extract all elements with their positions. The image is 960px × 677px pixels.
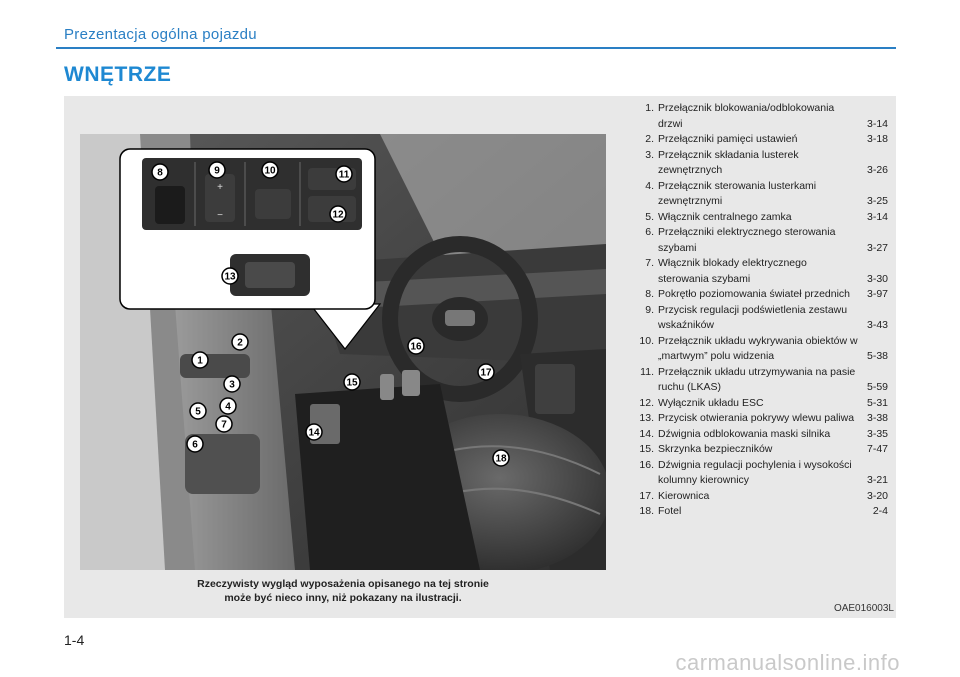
callout-label: 3 bbox=[229, 379, 235, 391]
legend-text: Fotel bbox=[658, 505, 682, 517]
legend-item bbox=[636, 504, 888, 520]
legend-item bbox=[636, 442, 888, 458]
callout-label: 14 bbox=[308, 427, 320, 439]
callout-label: 17 bbox=[480, 367, 492, 379]
legend-page-ref: 3-35 bbox=[866, 427, 888, 440]
callout-label: 10 bbox=[264, 165, 276, 177]
legend-item bbox=[636, 303, 888, 334]
callout-marker bbox=[209, 162, 225, 178]
callout-marker bbox=[478, 364, 494, 380]
legend-text: Przełączniki pamięci ustawień bbox=[658, 133, 798, 145]
legend-number: 8. bbox=[645, 288, 654, 300]
legend-number: 17. bbox=[639, 489, 654, 502]
legend-page-ref: 3-43 bbox=[866, 319, 888, 331]
legend-text: Przełącznik układu utrzymywania na pasie ruchu (LKAS) bbox=[658, 365, 856, 393]
legend-page-ref: 3-14 bbox=[866, 210, 888, 223]
legend-number: 2. bbox=[645, 133, 654, 145]
callout-marker bbox=[330, 206, 346, 222]
callout-marker bbox=[224, 376, 240, 392]
watermark: carmanualsonline.info bbox=[675, 650, 900, 675]
callout-label: 7 bbox=[221, 419, 227, 431]
legend-text: Przycisk regulacji podświetlenia zestawu wskaźników bbox=[658, 303, 848, 331]
legend-number: 1. bbox=[645, 102, 654, 114]
legend-text: Kierownica bbox=[658, 489, 710, 502]
component-legend bbox=[636, 101, 888, 520]
legend-text: Wyłącznik układu ESC bbox=[658, 396, 764, 409]
callout-marker bbox=[190, 403, 206, 419]
legend-item bbox=[636, 101, 888, 132]
callout-marker bbox=[408, 338, 424, 354]
legend-text: Włącznik blokady elektrycznego sterowania szybami bbox=[658, 257, 807, 285]
legend-number: 13. bbox=[639, 412, 654, 424]
legend-text: Przełączniki elektrycznego sterowania szybami bbox=[658, 226, 836, 254]
callout-label: 5 bbox=[195, 406, 201, 418]
callout-label: 9 bbox=[214, 165, 220, 177]
legend-number: 12. bbox=[639, 396, 654, 409]
interior-illustration bbox=[80, 134, 606, 570]
legend-text: Włącznik centralnego zamka bbox=[658, 210, 792, 223]
legend-page-ref: 3-25 bbox=[866, 195, 888, 207]
legend-item bbox=[636, 225, 888, 256]
legend-text: Przełącznik blokowania/odblokowania drzwi bbox=[658, 102, 835, 130]
legend-item bbox=[636, 148, 888, 179]
figure-caption bbox=[80, 577, 606, 605]
legend-page-ref: 2-4 bbox=[872, 505, 888, 517]
callout-label: 6 bbox=[192, 439, 198, 451]
figure-code: OAE016003L bbox=[833, 603, 894, 614]
legend-item bbox=[636, 458, 888, 489]
legend-page-ref: 3-14 bbox=[866, 117, 888, 130]
legend-page-ref: 3-21 bbox=[866, 474, 888, 486]
callout-label: 12 bbox=[332, 209, 344, 221]
legend-page-ref: 5-59 bbox=[866, 381, 888, 393]
callout-marker bbox=[493, 450, 509, 466]
callout-marker bbox=[216, 416, 232, 432]
section-title: Prezentacja ogólna pojazdu bbox=[64, 26, 257, 43]
callout-label: 1 bbox=[197, 355, 203, 367]
legend-item bbox=[636, 334, 888, 365]
legend-item bbox=[636, 489, 888, 505]
legend-item bbox=[636, 210, 888, 226]
legend-item bbox=[636, 365, 888, 396]
caption-line: Rzeczywisty wygląd wyposażenia opisanego na tej stronie bbox=[197, 578, 489, 590]
callout-marker bbox=[262, 162, 278, 178]
legend-text: Przełącznik sterowania lusterkami zewnętrznymi bbox=[658, 179, 817, 207]
legend-number: 7. bbox=[645, 257, 654, 269]
legend-number: 6. bbox=[645, 226, 654, 238]
callout-label: 18 bbox=[495, 453, 507, 465]
legend-item bbox=[636, 132, 888, 148]
svg-text:−: − bbox=[217, 210, 223, 221]
legend-number: 4. bbox=[645, 179, 654, 192]
legend-text: Przełącznik układu wykrywania obiektów w „martwym” polu widzenia bbox=[658, 334, 858, 362]
svg-text:+: + bbox=[217, 182, 223, 193]
legend-number: 11. bbox=[640, 365, 654, 378]
legend-page-ref: 3-38 bbox=[866, 412, 888, 424]
legend-text: Dźwignia regulacji pochylenia i wysokości kolumny kierownicy bbox=[658, 458, 852, 486]
caption-line: może być nieco inny, niż pokazany na ilustracji. bbox=[224, 592, 462, 604]
legend-text: Przycisk otwierania pokrywy wlewu paliwa bbox=[658, 412, 855, 424]
callout-marker bbox=[192, 352, 208, 368]
legend-text: Dźwignia odblokowania maski silnika bbox=[658, 427, 831, 440]
legend-item bbox=[636, 427, 888, 443]
callout-marker bbox=[220, 398, 236, 414]
callout-marker bbox=[187, 436, 203, 452]
callout-label: 2 bbox=[237, 337, 243, 349]
callout-marker bbox=[152, 164, 168, 180]
legend-page-ref: 3-27 bbox=[866, 241, 888, 254]
legend-text: Pokrętło poziomowania świateł przednich bbox=[658, 288, 851, 300]
legend-number: 16. bbox=[639, 458, 654, 471]
callout-label: 4 bbox=[225, 401, 231, 413]
callout-label: 11 bbox=[338, 169, 350, 181]
legend-item bbox=[636, 256, 888, 287]
legend-text: Przełącznik składania lusterek zewnętrznych bbox=[658, 148, 799, 176]
callout-marker bbox=[232, 334, 248, 350]
callout-label: 13 bbox=[224, 271, 236, 283]
legend-item bbox=[636, 179, 888, 210]
legend-page-ref: 3-20 bbox=[866, 489, 888, 502]
callout-marker bbox=[344, 374, 360, 390]
legend-text: Skrzynka bezpieczników bbox=[658, 443, 773, 455]
callout-marker bbox=[306, 424, 322, 440]
legend-number: 3. bbox=[645, 148, 654, 161]
legend-item bbox=[636, 396, 888, 412]
legend-number: 15. bbox=[639, 443, 654, 455]
legend-page-ref: 5-31 bbox=[866, 396, 888, 409]
legend-page-ref: 5-38 bbox=[866, 350, 888, 362]
callout-label: 15 bbox=[346, 377, 358, 389]
callout-marker bbox=[222, 268, 238, 284]
page-number: 1-4 bbox=[64, 632, 85, 648]
legend-page-ref: 3-30 bbox=[866, 272, 888, 285]
legend-number: 18. bbox=[639, 505, 654, 517]
legend-number: 5. bbox=[645, 210, 654, 223]
callout-label: 16 bbox=[410, 341, 422, 353]
legend-page-ref: 3-97 bbox=[866, 288, 888, 300]
legend-page-ref: 7-47 bbox=[866, 443, 888, 455]
page-heading: WNĘTRZE bbox=[64, 63, 172, 86]
legend-page-ref: 3-18 bbox=[866, 133, 888, 145]
callout-label: 8 bbox=[157, 167, 163, 179]
callout-marker bbox=[336, 166, 352, 182]
legend-number: 14. bbox=[639, 427, 654, 440]
legend-item bbox=[636, 287, 888, 303]
legend-page-ref: 3-26 bbox=[866, 164, 888, 176]
legend-number: 9. bbox=[645, 303, 654, 316]
section-divider bbox=[56, 47, 896, 49]
legend-item bbox=[636, 411, 888, 427]
legend-number: 10. bbox=[639, 334, 654, 347]
